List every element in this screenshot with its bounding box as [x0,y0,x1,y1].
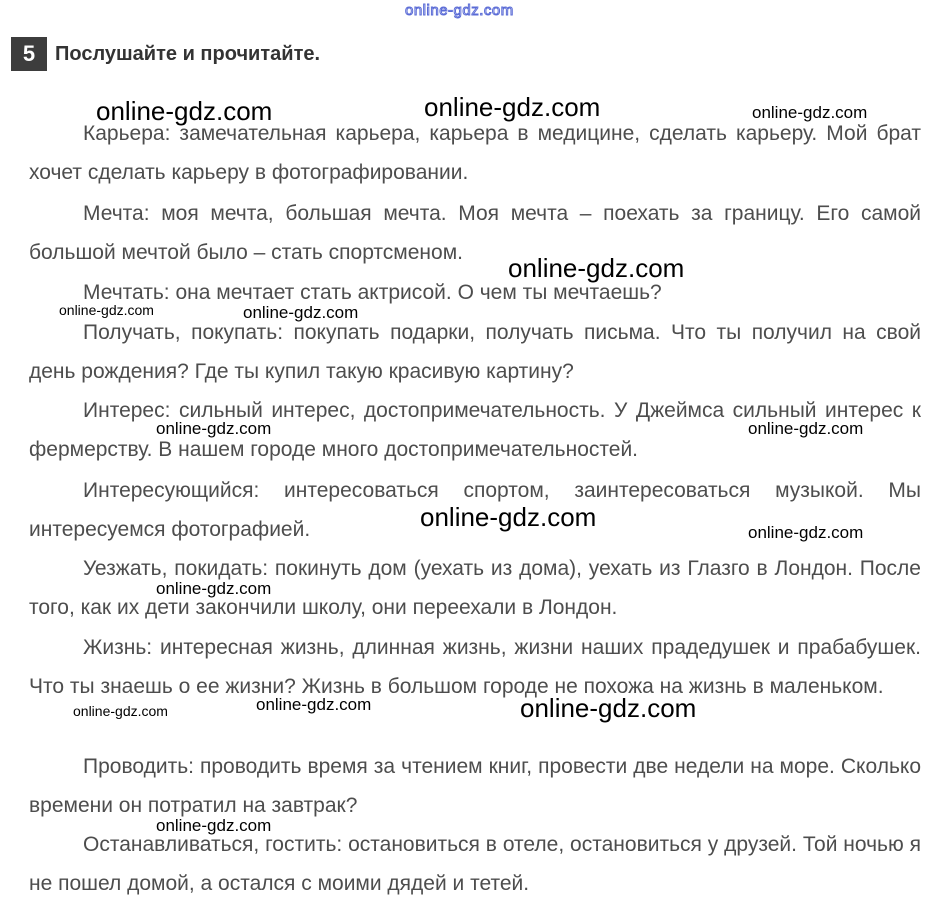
watermark: online-gdz.com [156,816,272,835]
watermark: online-gdz.com [156,419,272,438]
watermark: online-gdz.com [96,96,273,126]
watermark: online-gdz.com [748,523,864,542]
top-watermark: online-gdz.com [405,2,514,19]
paragraph-leave: Уезжать, покидать: покинуть дом (уехать из дома), уехать из Глазго в Лондон. После того, как их дети закончили школу, они переехали в Лондон. [29,557,921,619]
exercise-number-badge: 5 [11,37,47,71]
watermark: online-gdz.com [420,502,597,532]
watermark: online-gdz.com [520,693,697,723]
watermark: online-gdz.com [752,103,868,122]
exercise-title: Послушайте и прочитайте. [55,43,321,65]
watermark: online-gdz.com [424,92,601,122]
paragraph-receive-buy: Получать, покупать: покупать подарки, получать письма. Что ты получил на свой день рождения? Где ты купил такую красивую картину? [29,321,921,383]
watermark: online-gdz.com [748,419,864,438]
watermark: online-gdz.com [508,253,685,283]
watermark: online-gdz.com [256,695,372,714]
paragraph-stay: Останавливаться, гостить: остановиться в отеле, остановиться у друзей. Той ночью я не пошел домой, а остался с моими дядей и тетей. [29,833,921,895]
paragraph-to-dream: Мечтать: она мечтает стать актрисой. О чем ты мечтаешь? [83,281,662,304]
watermark: online-gdz.com [59,302,154,318]
paragraph-career: Карьера: замечательная карьера, карьера в медицине, сделать карьеру. Мой брат хочет сделать карьеру в фотографировании. [29,122,921,184]
watermark: online-gdz.com [156,579,272,598]
watermark: online-gdz.com [243,303,359,322]
paragraph-spend: Проводить: проводить время за чтением книг, провести две недели на море. Сколько времени он потратил на завтрак? [29,755,921,817]
paragraph-life: Жизнь: интересная жизнь, длинная жизнь, жизни наших прадедушек и прабабушек. Что ты знаешь о ее жизни? Жизнь в большом городе не похожа на жизнь в маленьком. [29,636,921,698]
paragraph-dream: Мечта: моя мечта, большая мечта. Моя мечта – поехать за границу. Его самой большой мечтой было – стать спортсменом. [29,202,921,264]
watermark: online-gdz.com [73,703,168,719]
paragraph-interested: Интересующийся: интересоваться спортом, заинтересоваться музыкой. Мы интересуемся фотографией. [29,479,921,541]
paragraph-interest: Интерес: сильный интерес, достопримечательность. У Джеймса сильный интерес к фермерству. В нашем городе много достопримечательностей. [29,399,921,461]
